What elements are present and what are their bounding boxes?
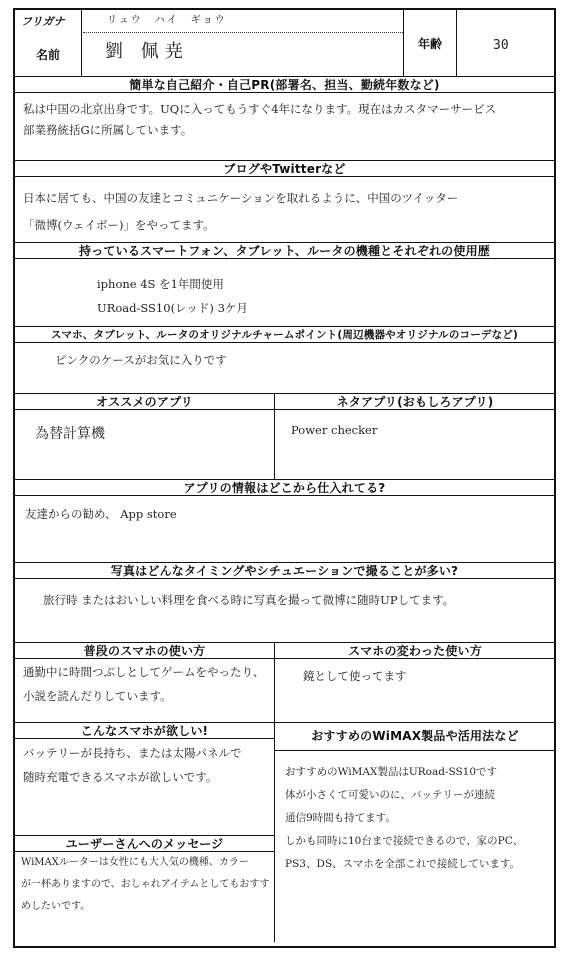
wimax-line-5: PS3、DS、スマホを全部これで接続しています。 [285, 858, 520, 870]
devices-line-1: iphone 4S を1年間使用 [97, 277, 224, 291]
wimax-heading: おすすめのWiMAX製品や活用法など [311, 728, 519, 743]
message-line-2: が一杯ありますので、おしゃれアイテムとしてもおすす [21, 879, 270, 890]
intro-heading: 簡単な自己紹介・自己PR(部署名、担当、勤続年数など) [129, 77, 440, 92]
age-label: 年齢 [417, 36, 442, 51]
hline-charm-head [15, 342, 554, 343]
devices-line-2: URoad-SS10(レッド) 3ケ月 [97, 301, 248, 315]
wish-line-1: バッテリーが長持ち、または太陽パネルで [23, 746, 242, 760]
fun-app-heading: ネタアプリ(おもしろアプリ) [336, 394, 494, 409]
blog-line-2: 「微博(ウェイボー)」をやってます。 [23, 218, 215, 232]
devices-heading: 持っているスマートフォン、タブレット、ルータの機種とそれぞれの使用歴 [79, 243, 490, 258]
furigana-value: リュウ ハイ ギョウ [107, 15, 227, 26]
hline-apps-head [15, 409, 554, 410]
name-label: 名前 [35, 47, 60, 62]
hline-devices-head [15, 258, 554, 259]
wish-heading: こんなスマホが欲しい! [80, 723, 209, 738]
wimax-line-1: おすすめのWiMAX製品はURoad-SS10です [285, 766, 498, 778]
blog-heading: ブログやTwitterなど [223, 161, 346, 176]
app-info-heading: アプリの情報はどこから仕入れてる? [183, 480, 386, 495]
hline-app-info-head [15, 495, 554, 496]
recommended-app-heading: オススメのアプリ [95, 394, 193, 409]
photo-line-1: 旅行時 またはおいしい料理を食べる時に写真を撮って微博に随時UPしてます。 [43, 593, 455, 607]
hline-usage-head [15, 658, 554, 659]
app-info-line-1: 友達からの勧め、 App store [25, 507, 177, 521]
intro-line-1: 私は中国の北京出身です。UQに入ってもうすぐ4年になります。現在はカスタマーサービス [23, 102, 497, 116]
recommended-app-line-1: 為替計算機 [35, 426, 105, 442]
unusual-use-heading: スマホの変わった使い方 [348, 643, 482, 658]
hline-wish-head [15, 738, 274, 739]
message-line-1: WiMAXルーターは女性にも大人気の機種、カラー [21, 857, 249, 868]
message-heading: ユーザーさんへのメッセージ [65, 836, 224, 851]
vline-age-left [403, 10, 404, 76]
vline-age-right [456, 10, 457, 76]
message-line-3: めしたいです。 [21, 901, 91, 912]
hline-photo-head [15, 578, 554, 579]
usual-use-line-2: 小説を読んだりしています。 [23, 689, 172, 703]
usual-use-line-1: 通勤中に時間つぶしとしてゲームをやったり、 [23, 665, 265, 679]
wimax-line-3: 通信9時間も持てます。 [285, 812, 396, 824]
hline-blog-head [15, 176, 554, 177]
vline-usage [274, 642, 275, 942]
name-value: 劉 佩尭 [105, 41, 189, 62]
furigana-label: フリガナ [21, 15, 65, 28]
charm-line-1: ピンクのケースがお気に入りです [55, 353, 227, 367]
profile-sheet [13, 8, 556, 948]
hline-wimax-head [274, 750, 556, 751]
blog-line-1: 日本に居ても、中国の友達とコミュニケーションを取れるように、中国のツイッター [23, 191, 459, 205]
age-value: 30 [493, 38, 509, 53]
wish-line-2: 随時充電できるスマホが欲しいです。 [23, 770, 218, 784]
vline-label [81, 10, 82, 76]
wimax-line-4: しかも同時に10台まで接続できるので、家のPC、 [285, 835, 524, 847]
intro-line-2: 部業務統括Gに所属しています。 [23, 123, 193, 137]
hline-message-head [15, 851, 274, 852]
hline-intro-head [15, 92, 554, 93]
wimax-line-2: 体が小さくて可愛いのに、バッテリーが連続 [285, 789, 495, 801]
charm-heading: スマホ、タブレット、ルータのオリジナルチャームポイント(周辺機器やオリジナルのコーデなど) [50, 328, 519, 341]
photo-heading: 写真はどんなタイミングやシチュエーションで撮ることが多い? [110, 563, 459, 578]
vline-apps [274, 393, 275, 479]
fun-app-line-1: Power checker [291, 423, 378, 437]
usual-use-heading: 普段のスマホの使い方 [83, 643, 206, 658]
furigana-divider [83, 32, 403, 33]
unusual-use-line-1: 鏡として使ってます [303, 669, 407, 683]
